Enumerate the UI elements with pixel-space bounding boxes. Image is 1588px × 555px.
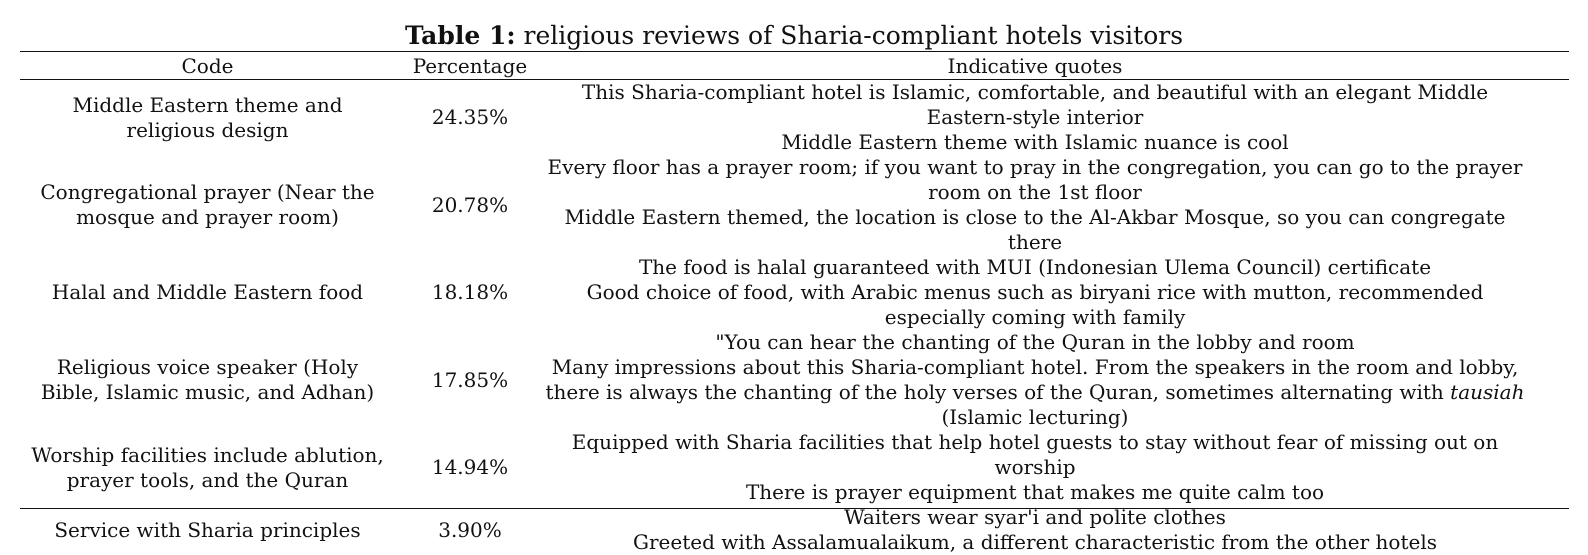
caption-label: Table 1: — [404, 21, 516, 50]
table-row — [20, 155, 1569, 255]
quote: The food is halal guaranteed with MUI (Indonesian Ulema Council) certificate — [638, 255, 1432, 279]
code-cell: Service with Sharia principles — [54, 517, 361, 542]
quotes-cell — [545, 255, 1525, 330]
caption-text: religious reviews of Sharia-compliant hotels visitors — [515, 21, 1184, 50]
quote: Greeted with Assalamualaikum, a different characteristic from the other hotels — [633, 530, 1437, 554]
quote: There is prayer equipment that makes me quite calm too — [745, 480, 1325, 504]
code-cell: Halal and Middle Eastern food — [51, 280, 364, 304]
quote: Equipped with Sharia facilities that help hotel guests to stay without fear of missing out on worship — [571, 430, 1499, 479]
table-row — [20, 430, 1569, 505]
quote: Middle Eastern themed, the location is close to the Al-Akbar Mosque, so you can congregate there — [564, 205, 1506, 254]
code-cell: Worship facilities include ablution, prayer tools, and the Quran — [31, 442, 384, 492]
table-caption — [0, 20, 1588, 52]
percentage-cell: 17.85% — [431, 367, 509, 392]
percentage-cell: 14.94% — [431, 455, 509, 479]
table-body — [20, 80, 1569, 555]
table-bottom-rule — [20, 508, 1569, 509]
quote: Waiters wear syar'i and polite clothes — [844, 505, 1226, 529]
header-quotes: Indicative quotes — [947, 54, 1123, 78]
italic-term: tausiah — [1450, 380, 1525, 404]
quote: Good choice of food, with Arabic menus such as biryani rice with mutton, recommended especially coming with family — [586, 280, 1484, 329]
quote-with-italic: Many impressions about this Sharia-compliant hotel. From the speakers in the room and lobby, there is always the chanting of the holy verses of the Quran, sometimes alternating with tausiah (Islamic lecturing) — [545, 355, 1525, 429]
header-percentage: Percentage — [412, 54, 528, 78]
code-cell: Congregational prayer (Near the mosque and prayer room) — [40, 180, 375, 229]
percentage-cell: 3.90% — [438, 517, 502, 542]
quotes-cell — [545, 330, 1525, 430]
table-row — [20, 80, 1569, 155]
table-row — [20, 505, 1569, 555]
quote: "You can hear the chanting of the Quran in the lobby and room — [715, 330, 1355, 354]
quotes-cell — [545, 80, 1525, 155]
percentage-cell: 18.18% — [431, 280, 509, 304]
quote: This Sharia-compliant hotel is Islamic, comfortable, and beautiful with an elegant Middle Eastern-style interior — [581, 80, 1489, 129]
table-top-rule — [20, 51, 1569, 52]
percentage-cell: 24.35% — [431, 105, 509, 129]
code-cell: Religious voice speaker (Holy Bible, Islamic music, and Adhan) — [40, 355, 375, 404]
table-row — [20, 330, 1569, 430]
code-cell: Middle Eastern theme and religious design — [72, 92, 343, 142]
quote: Middle Eastern theme with Islamic nuance is cool — [781, 130, 1289, 154]
quotes-cell — [545, 155, 1525, 255]
header-code: Code — [181, 54, 234, 78]
quote: Every floor has a prayer room; if you want to pray in the congregation, you can go to the prayer room on the 1st floor — [547, 155, 1523, 204]
quotes-cell — [545, 505, 1525, 555]
percentage-cell: 20.78% — [431, 192, 509, 217]
quotes-cell — [545, 430, 1525, 505]
table-row — [20, 255, 1569, 330]
